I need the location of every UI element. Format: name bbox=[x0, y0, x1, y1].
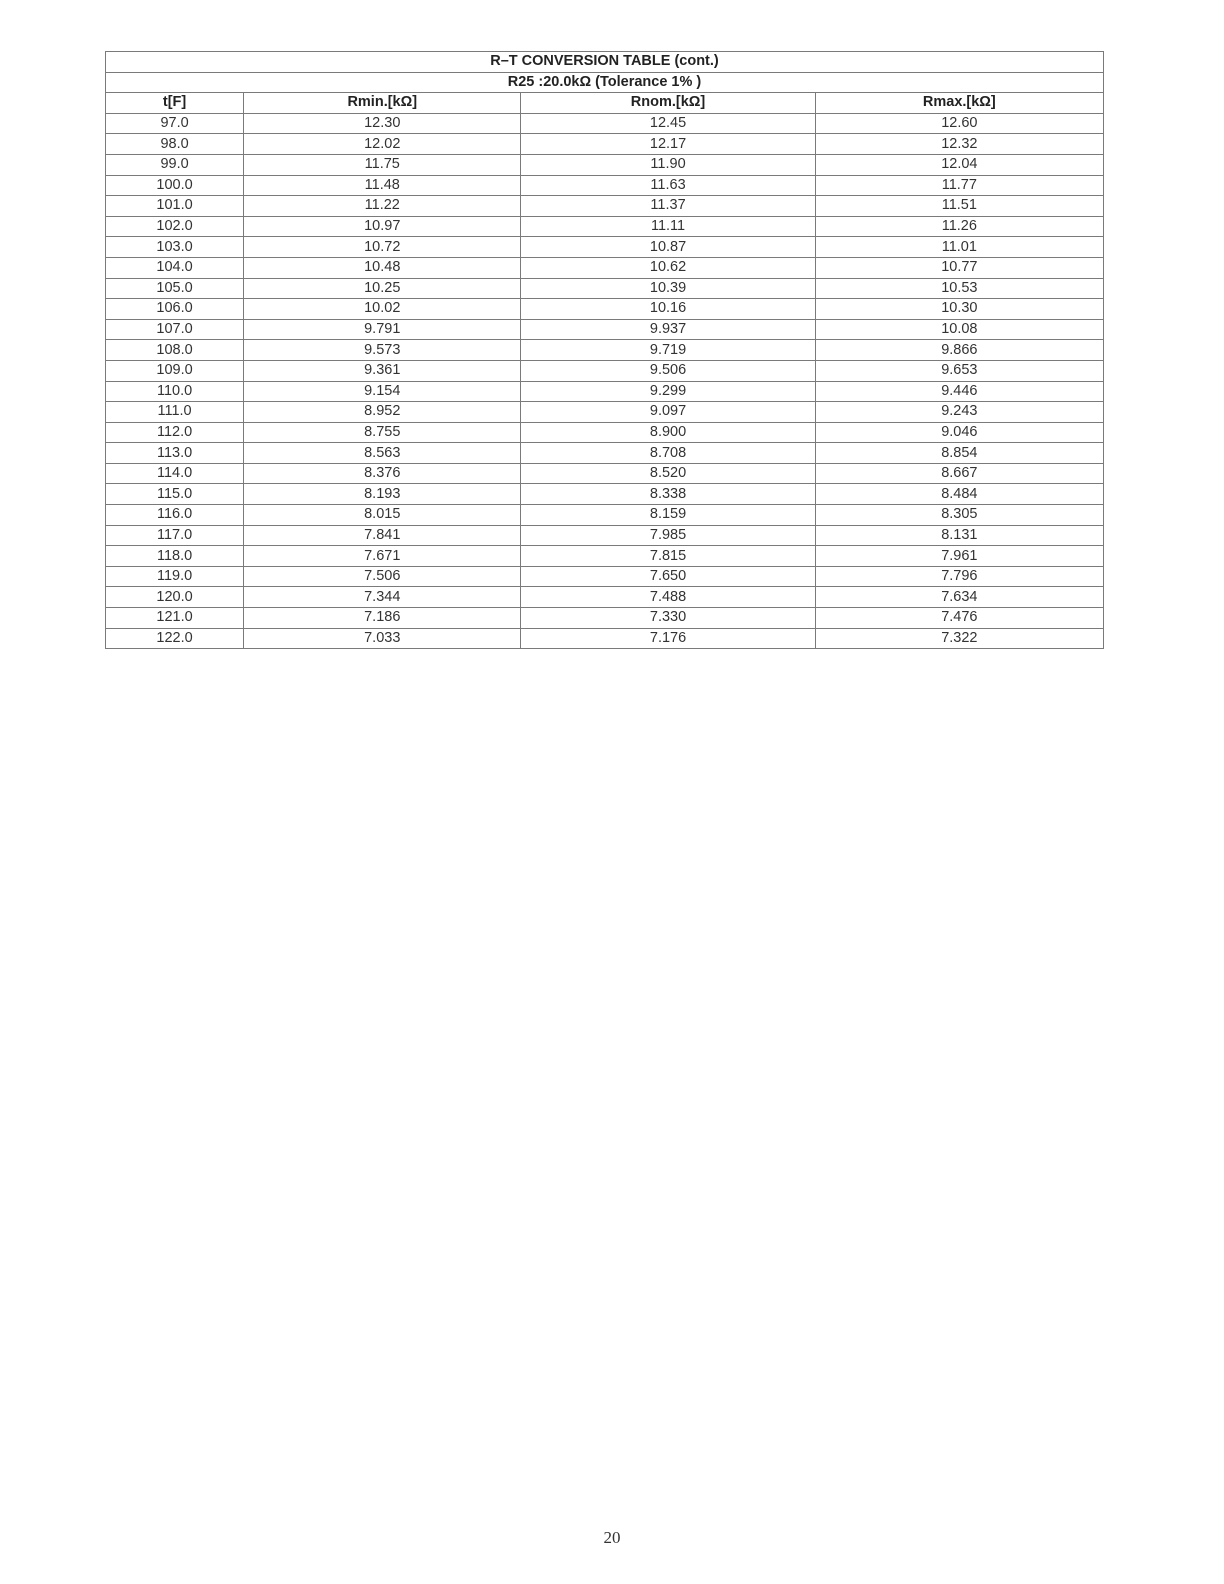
cell-rmax: 10.77 bbox=[815, 257, 1103, 278]
cell-rnom: 7.650 bbox=[521, 566, 815, 587]
cell-rmax: 8.131 bbox=[815, 525, 1103, 546]
cell-rmin: 7.344 bbox=[244, 587, 521, 608]
cell-rmin: 7.841 bbox=[244, 525, 521, 546]
cell-temperature: 107.0 bbox=[106, 319, 244, 340]
cell-rmax: 7.796 bbox=[815, 566, 1103, 587]
cell-rmin: 10.25 bbox=[244, 278, 521, 299]
cell-rmin: 7.186 bbox=[244, 608, 521, 629]
table-row bbox=[106, 299, 1104, 320]
cell-temperature: 110.0 bbox=[106, 381, 244, 402]
cell-rnom: 10.39 bbox=[521, 278, 815, 299]
cell-rmin: 12.02 bbox=[244, 134, 521, 155]
cell-rnom: 12.45 bbox=[521, 113, 815, 134]
cell-temperature: 102.0 bbox=[106, 216, 244, 237]
cell-rmax: 8.484 bbox=[815, 484, 1103, 505]
cell-rmax: 10.30 bbox=[815, 299, 1103, 320]
table-row bbox=[106, 525, 1104, 546]
table-row bbox=[106, 278, 1104, 299]
column-header-rnom: Rnom.[kΩ] bbox=[521, 93, 815, 114]
table-row bbox=[106, 257, 1104, 278]
cell-rnom: 8.708 bbox=[521, 443, 815, 464]
column-header-temperature: t[F] bbox=[106, 93, 244, 114]
table-row bbox=[106, 237, 1104, 258]
cell-rmin: 11.22 bbox=[244, 196, 521, 217]
cell-rnom: 9.299 bbox=[521, 381, 815, 402]
cell-rmax: 12.32 bbox=[815, 134, 1103, 155]
cell-temperature: 122.0 bbox=[106, 628, 244, 649]
table-row bbox=[106, 154, 1104, 175]
cell-rmax: 12.60 bbox=[815, 113, 1103, 134]
table-row bbox=[106, 402, 1104, 423]
cell-rnom: 9.937 bbox=[521, 319, 815, 340]
cell-rmin: 10.72 bbox=[244, 237, 521, 258]
cell-rmin: 9.154 bbox=[244, 381, 521, 402]
table-title-row bbox=[106, 52, 1104, 73]
cell-rmax: 11.01 bbox=[815, 237, 1103, 258]
cell-rmax: 12.04 bbox=[815, 154, 1103, 175]
cell-temperature: 112.0 bbox=[106, 422, 244, 443]
cell-rmax: 11.77 bbox=[815, 175, 1103, 196]
cell-rmin: 9.573 bbox=[244, 340, 521, 361]
table-row bbox=[106, 566, 1104, 587]
cell-rmin: 8.376 bbox=[244, 463, 521, 484]
cell-rmax: 11.51 bbox=[815, 196, 1103, 217]
cell-rmin: 9.361 bbox=[244, 360, 521, 381]
cell-temperature: 120.0 bbox=[106, 587, 244, 608]
cell-rnom: 7.176 bbox=[521, 628, 815, 649]
cell-rmin: 8.015 bbox=[244, 505, 521, 526]
cell-rmin: 9.791 bbox=[244, 319, 521, 340]
cell-rnom: 7.815 bbox=[521, 546, 815, 567]
cell-temperature: 116.0 bbox=[106, 505, 244, 526]
cell-temperature: 121.0 bbox=[106, 608, 244, 629]
cell-temperature: 101.0 bbox=[106, 196, 244, 217]
cell-rnom: 10.62 bbox=[521, 257, 815, 278]
cell-temperature: 97.0 bbox=[106, 113, 244, 134]
table-row bbox=[106, 360, 1104, 381]
cell-temperature: 114.0 bbox=[106, 463, 244, 484]
cell-rnom: 11.63 bbox=[521, 175, 815, 196]
cell-temperature: 100.0 bbox=[106, 175, 244, 196]
table-row bbox=[106, 422, 1104, 443]
rt-conversion-table bbox=[105, 51, 1104, 649]
cell-rmax: 9.446 bbox=[815, 381, 1103, 402]
cell-rnom: 10.16 bbox=[521, 299, 815, 320]
cell-rmax: 8.305 bbox=[815, 505, 1103, 526]
cell-temperature: 109.0 bbox=[106, 360, 244, 381]
table-title: R–T CONVERSION TABLE (cont.) bbox=[106, 52, 1104, 73]
column-header-rmax: Rmax.[kΩ] bbox=[815, 93, 1103, 114]
cell-rmin: 8.952 bbox=[244, 402, 521, 423]
page-number: 20 bbox=[603, 1528, 621, 1547]
cell-rnom: 9.506 bbox=[521, 360, 815, 381]
table-row bbox=[106, 196, 1104, 217]
cell-rnom: 8.159 bbox=[521, 505, 815, 526]
cell-temperature: 118.0 bbox=[106, 546, 244, 567]
cell-temperature: 113.0 bbox=[106, 443, 244, 464]
cell-rmax: 8.854 bbox=[815, 443, 1103, 464]
cell-rmax: 9.866 bbox=[815, 340, 1103, 361]
table-row bbox=[106, 381, 1104, 402]
cell-temperature: 119.0 bbox=[106, 566, 244, 587]
cell-rmin: 7.033 bbox=[244, 628, 521, 649]
cell-rmax: 9.653 bbox=[815, 360, 1103, 381]
cell-rmax: 10.53 bbox=[815, 278, 1103, 299]
cell-temperature: 108.0 bbox=[106, 340, 244, 361]
cell-temperature: 111.0 bbox=[106, 402, 244, 423]
cell-rmin: 8.563 bbox=[244, 443, 521, 464]
cell-rmin: 7.506 bbox=[244, 566, 521, 587]
cell-rnom: 9.719 bbox=[521, 340, 815, 361]
cell-temperature: 99.0 bbox=[106, 154, 244, 175]
cell-rmax: 7.322 bbox=[815, 628, 1103, 649]
table-row bbox=[106, 505, 1104, 526]
table-row bbox=[106, 463, 1104, 484]
column-header-rmin: Rmin.[kΩ] bbox=[244, 93, 521, 114]
column-header-row bbox=[106, 93, 1104, 114]
cell-rmin: 11.75 bbox=[244, 154, 521, 175]
cell-temperature: 103.0 bbox=[106, 237, 244, 258]
cell-rmax: 9.243 bbox=[815, 402, 1103, 423]
cell-rmax: 7.634 bbox=[815, 587, 1103, 608]
cell-rnom: 11.37 bbox=[521, 196, 815, 217]
table-row bbox=[106, 546, 1104, 567]
cell-rmax: 9.046 bbox=[815, 422, 1103, 443]
table-row bbox=[106, 443, 1104, 464]
cell-rnom: 11.90 bbox=[521, 154, 815, 175]
cell-rnom: 7.330 bbox=[521, 608, 815, 629]
cell-rmax: 7.476 bbox=[815, 608, 1103, 629]
cell-rmin: 10.97 bbox=[244, 216, 521, 237]
cell-rnom: 8.900 bbox=[521, 422, 815, 443]
cell-rnom: 8.338 bbox=[521, 484, 815, 505]
cell-rmin: 8.193 bbox=[244, 484, 521, 505]
table-row bbox=[106, 628, 1104, 649]
table-subtitle-row bbox=[106, 72, 1104, 93]
cell-rmax: 11.26 bbox=[815, 216, 1103, 237]
table-row bbox=[106, 340, 1104, 361]
table-body bbox=[106, 113, 1104, 648]
cell-temperature: 117.0 bbox=[106, 525, 244, 546]
cell-rmax: 8.667 bbox=[815, 463, 1103, 484]
cell-rnom: 8.520 bbox=[521, 463, 815, 484]
cell-rnom: 11.11 bbox=[521, 216, 815, 237]
cell-temperature: 98.0 bbox=[106, 134, 244, 155]
cell-rnom: 12.17 bbox=[521, 134, 815, 155]
table-row bbox=[106, 175, 1104, 196]
cell-rmin: 8.755 bbox=[244, 422, 521, 443]
cell-rmin: 12.30 bbox=[244, 113, 521, 134]
table-row bbox=[106, 113, 1104, 134]
table-row bbox=[106, 587, 1104, 608]
cell-temperature: 106.0 bbox=[106, 299, 244, 320]
table-row bbox=[106, 134, 1104, 155]
table-row bbox=[106, 216, 1104, 237]
cell-temperature: 104.0 bbox=[106, 257, 244, 278]
table-row bbox=[106, 319, 1104, 340]
cell-temperature: 105.0 bbox=[106, 278, 244, 299]
cell-rnom: 9.097 bbox=[521, 402, 815, 423]
cell-rmin: 10.02 bbox=[244, 299, 521, 320]
table-row bbox=[106, 608, 1104, 629]
table-row bbox=[106, 484, 1104, 505]
cell-rnom: 7.488 bbox=[521, 587, 815, 608]
cell-temperature: 115.0 bbox=[106, 484, 244, 505]
cell-rmax: 10.08 bbox=[815, 319, 1103, 340]
cell-rmin: 7.671 bbox=[244, 546, 521, 567]
table-subtitle: R25 :20.0kΩ (Tolerance 1% ) bbox=[106, 72, 1104, 93]
cell-rnom: 10.87 bbox=[521, 237, 815, 258]
cell-rnom: 7.985 bbox=[521, 525, 815, 546]
cell-rmin: 10.48 bbox=[244, 257, 521, 278]
cell-rmax: 7.961 bbox=[815, 546, 1103, 567]
cell-rmin: 11.48 bbox=[244, 175, 521, 196]
